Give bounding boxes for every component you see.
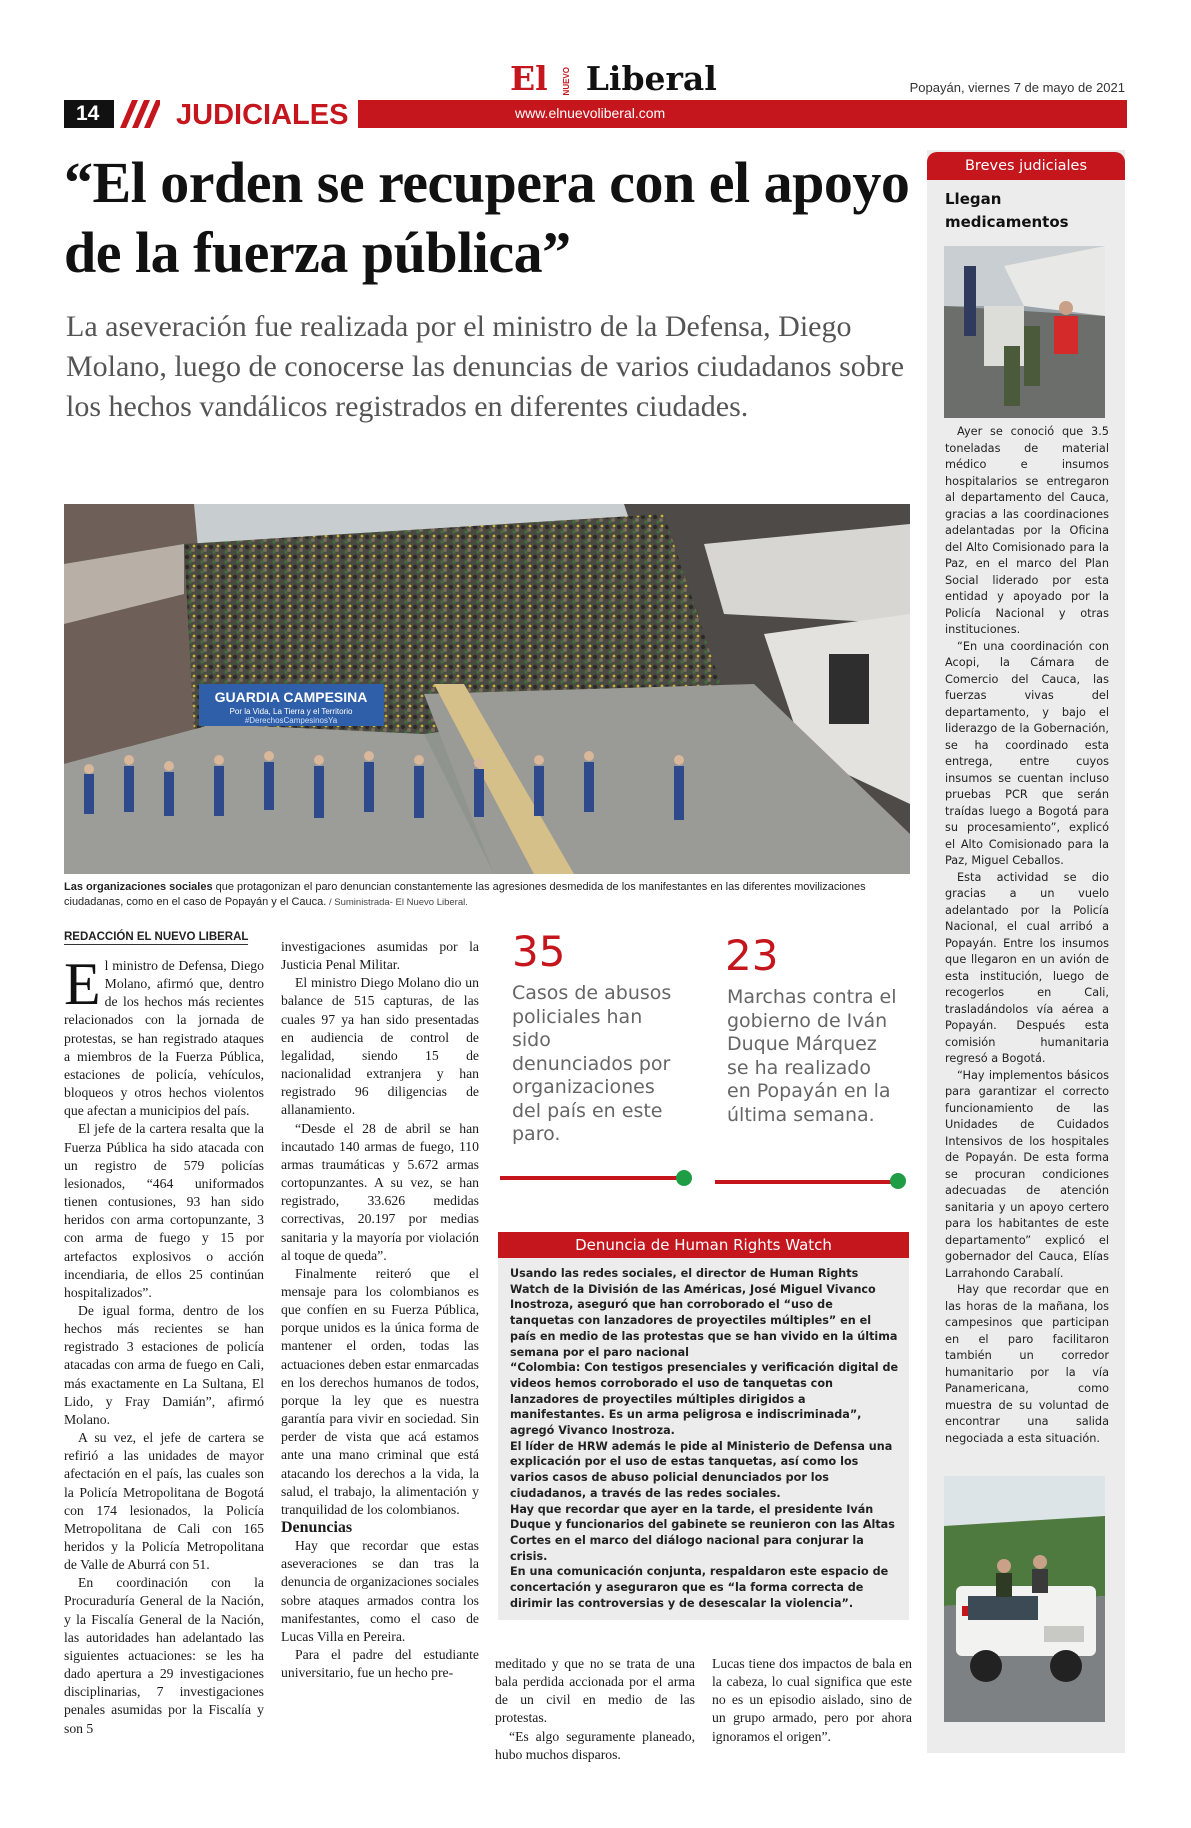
stat-dot-2	[890, 1173, 906, 1189]
deck: La aseveración fue realizada por el ministro de la Defensa, Diego Molano, luego de conocerse las denuncias de varios ciudadanos sobre los hechos vandálicos registrados en diferentes ciudades.	[66, 310, 905, 423]
newspaper-logo: El NUEVO Liberal	[510, 59, 717, 98]
byline: REDACCIÓN EL NUEVO LIBERAL	[64, 931, 249, 943]
drop-cap: E	[64, 951, 101, 1017]
stat-text-marches: Marchas contra el gobierno de Iván Duque Márquez se ha realizado en Popayán en la última semana.	[727, 986, 897, 1126]
subhead: Denuncias	[281, 1519, 353, 1536]
article-column-3: meditado y que no se trata de una bala perdida accionada por el arma de un civil en medio de las protestas. “Es algo seguramente planeado, hubo muchos disparos.	[495, 1656, 695, 1762]
medical-supplies-photo	[944, 246, 1105, 418]
sidebar-text: Ayer se conoció que 3.5 toneladas de material médico e insumos hospitalarios se entregaron al departamento del Cauca, gracias a las coordinaciones adelantadas por la Oficina del Alto Comisionado para la Paz, en el marco del Plan Social liderado por esta entidad y apoyado por la Policía Nacional y otras instituciones. “En una coordinación con Acopi, la Cámara de Comercio del Cauca, las fuerzas vivas del departamento, y bajo el liderazgo de la Gobernación, se ha coordinado esta entrega, entre cuyos insumos se cuentan incluso pruebas PCR que serán traídas luego a Bogotá para su procesamiento”, explicó el Alto Comisionado para la Paz, Miguel Ceballos. Esta actividad se dio gracias a un vuelo adelantado por la Policía Nacional, el cual arribó a Popayán. Entre los insumos que llegaron en un avión de esta institución, luego de recogerlos en Cali, trasladándolos vía aérea a Popayán. Después esta comisión humanitaria regresó a Bogotá. “Hay implementos básicos para garantizar el correcto funcionamiento de las Unidades de Cuidados Intensivos de los hospitales de Popayán. De esta forma se procuran condiciones adecuadas de atención sanitaria y un apoyo certero para los habitantes de este departamento” explicó el gobernador del Cauca, Elías Larrahondo Carabalí. Hay que recordar que en las horas de la mañana, los campesinos que participan en el paro facilitaron también un corredor humanitario por la vía Panamericana, como muestra de su voluntad de encontrar una salida negociada a esta situación.	[945, 425, 1109, 1445]
stat-divider-2	[715, 1180, 895, 1184]
stat-number-marches: 23	[725, 931, 779, 980]
article-column-1: El ministro de Defensa, Diego Molano, afirmó que, dentro de los hechos más recientes relacionados con la jornada de protestas, se han registrado ataques a miembros de la Fuerza Pública, estaciones de policía, vehículos, bloqueos y otros hechos violentos que afectan a municipios del país. El jefe de la cartera resalta que la Fuerza Pública ha sido atacada con un registro de 579 policías lesionados, “464 uniformados tienen contusiones, 93 han sido heridos con arma cortopunzante, 3 con arma de fuego y 15 por artefactos explosivos o acción incendiaria, de ellos 25 continúan hospitalizados”. De igual forma, dentro de los hechos más recientes se han registrado 3 estaciones de policía atacadas con arma de fuego en Cali, más exactamente en La Sultana, El Lido, y Fray Damián”, afirmó Molano. A su vez, el jefe de cartera se refirió a las unidades de mayor afectación en el país, las cuales son la Policía Metropolitana de Bogotá con 174 lesionados, la Policía Metropolitana de Cali con 165 heridos y la Policía Metropolitana de Valle de Aburrá con 51. En coordinación con la Procuraduría General de la Nación, y la Fiscalía General de la Nación, las autoridades han adelantado las siguientes actuaciones: se les ha dado apertura a 29 investigaciones disciplinarias, 7 investigaciones penales asumidas por la Fiscalía y son 5	[64, 951, 264, 1736]
banner-subtext: Por la Vida, La Tierra y el Territorio	[229, 707, 353, 716]
headline: “El orden se recupera con el apoyo de la fuerza pública”	[64, 150, 910, 285]
website-url[interactable]: www.elnuevoliberal.com	[515, 105, 666, 121]
issue-date: Popayán, viernes 7 de mayo de 2021	[909, 80, 1125, 95]
banner-text: GUARDIA CAMPESINA	[214, 689, 368, 705]
sidebar-title: Llegan medicamentos	[945, 190, 1069, 231]
stat-number-abuse-cases: 35	[512, 927, 566, 976]
stat-text-abuse-cases: Casos de abusos policiales han sido denunciados por organizaciones del país en este paro.	[512, 982, 672, 1145]
photo-caption: Las organizaciones sociales que protagonizan el paro denuncian constantemente las agresiones desmedida de los manifestantes en las diferentes movilizaciones ciudadanas, como en el caso de Popayán y el Cauca. / Suministrada- El Nuevo Liberal.	[64, 881, 866, 908]
truck-photo	[944, 1476, 1105, 1722]
stat-dot-1	[676, 1170, 692, 1186]
section-label: JUDICIALES	[160, 100, 358, 130]
protest-photo	[64, 504, 910, 874]
article-column-4: Lucas tiene dos impactos de bala en la cabeza, lo cual significa que este no es un episodio aislado, sino de un grupo armado, pero por ahora ignoramos el origen”.	[712, 1656, 912, 1744]
stat-divider-1	[500, 1176, 680, 1180]
hrw-box-title: Denuncia de Human Rights Watch	[498, 1232, 909, 1258]
banner-hashtag: #DerechosCampesinosYa	[244, 716, 338, 725]
page-number: 14	[64, 100, 114, 128]
sidebar-header: Breves judiciales	[927, 152, 1125, 180]
hrw-box-text: Usando las redes sociales, el director de Human Rights Watch de la División de las Américas, José Miguel Vivanco Inostroza, aseguró que han corroborado el “uso de tanquetas con lanzadores de proyectiles múltiples” en el país en medio de las protestas que se han vivido en la última semana por el paro nacional “Colombia: Con testigos presenciales y verificación digital de videos hemos corroborado el uso de tanquetas con lanzadores de proyectiles múltiples dirigidos a manifestantes. Es un arma peligrosa e indiscriminada”, agregó Vivanco Inostroza. El líder de HRW además le pide al Ministerio de Defensa una explicación por el uso de estas tanquetas, así como los varios casos de abuso policial denunciados por los ciudadanos, a través de las redes sociales. Hay que recordar que ayer en la tarde, el presidente Iván Duque y funcionarios del gabinete se reunieron con las Altas Cortes en el marco del diálogo nacional para conjurar la crisis. En una comunicación conjunta, respaldaron este espacio de concertación y aseguraron que es “la forma correcta de dirimir las controversias y de desescalar la violencia”.	[510, 1267, 899, 1610]
article-column-2: investigaciones asumidas por la Justicia Penal Militar. El ministro Diego Molano dio un balance de 515 capturas, de las cuales 97 ya han sido presentadas en audiencia de control de legalidad, siendo 15 de nacionalidad extranjera y han registrado 96 diligencias de allanamiento. “Desde el 28 de abril se han incautado 140 armas de fuego, 110 armas traumáticas y 5.672 armas cortopunzantes. A su vez, se han registrado, 33.626 medidas correctivas, 20.197 por medias sanitaria y la mayoría por violación al toque de queda”. Finalmente reiteró que el mensaje para los colombianos es que confíen en su Fuerza Pública, porque unidos es la única forma de mantener el orden, todas las actuaciones deben estar enmarcadas en los derechos humanos de todos, porque la ley que es nuestra garantía para vivir en sociedad. Sin perder de vista que acá estamos ante una mano criminal que está atacando los derechos a la vida, la salud, el trabajo, la alimentación y tranquilidad de los colombianos. Denuncias Hay que recordar que estas aseveraciones se dan tras la denuncia de organizaciones sociales sobre ataques armados contra los manifestantes, como el caso de Lucas Villa en Pereira. Para el padre del estudiante universitario, fue un hecho pre-	[281, 939, 479, 1681]
